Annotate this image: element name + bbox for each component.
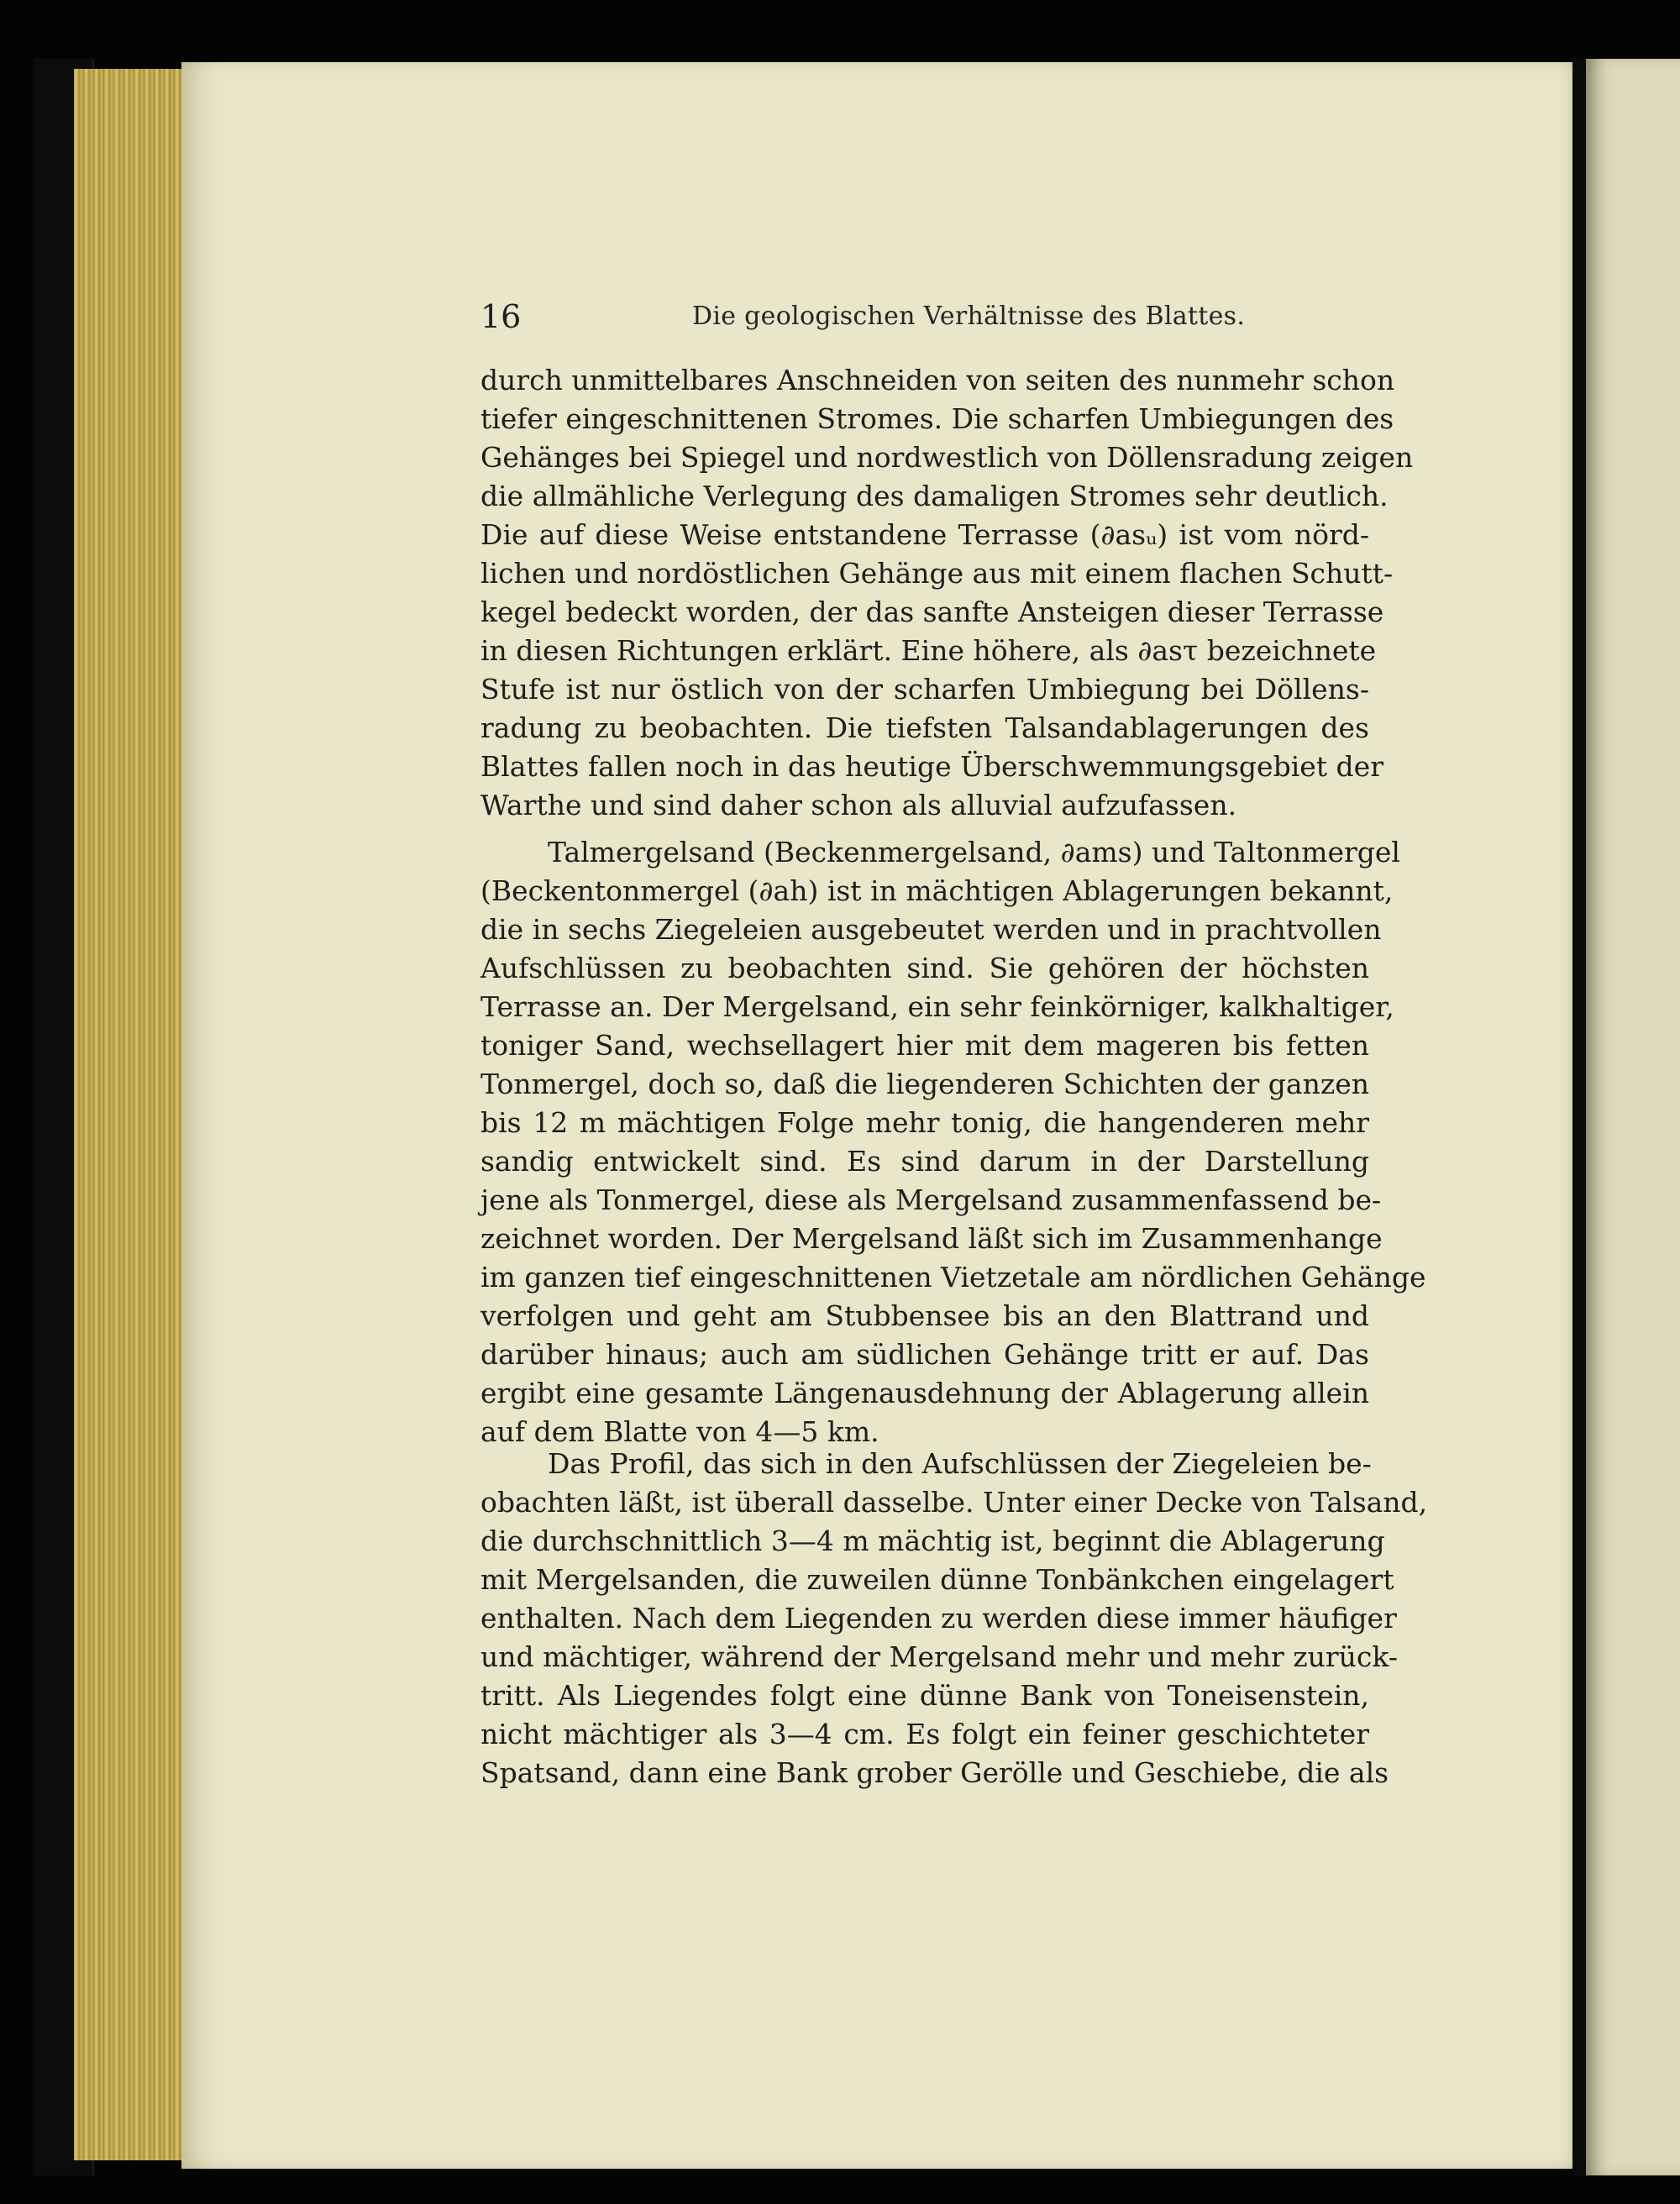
text-line: durch unmittelbares Anschneiden von seiten des nunmehr schon (480, 364, 1395, 396)
text-line: Das Profil, das sich in den Aufschlüssen der Ziegeleien be- (548, 1447, 1372, 1480)
next-page-edge (1586, 59, 1680, 2175)
text-line: (Beckentonmergel (∂ah) ist in mächtigen Ablagerungen bekannt, (480, 874, 1394, 907)
paragraph-3 (480, 1445, 1428, 1792)
text-line: enthalten. Nach dem Liegenden zu werden diese immer häufiger (480, 1602, 1397, 1635)
running-head (480, 298, 1371, 340)
text-line: und mächtiger, während der Mergelsand mehr und mehr zurück- (480, 1640, 1398, 1673)
text-line: Blattes fallen noch in das heutige Überschwemmungsgebiet der (480, 750, 1383, 783)
text-line: verfolgen und geht am Stubbensee bis an den Blattrand und (480, 1299, 1369, 1332)
text-line: die in sechs Ziegeleien ausgebeutet werden und in prachtvollen (480, 913, 1382, 946)
text-line: mit Mergelsanden, die zuweilen dünne Tonbänkchen eingelagert (480, 1563, 1394, 1596)
text-line: Terrasse an. Der Mergelsand, ein sehr feinkörniger, kalkhaltiger, (480, 990, 1394, 1023)
page-number: 16 (480, 298, 522, 335)
text-line: nicht mächtiger als 3—4 cm. Es folgt ein feiner geschichteter (480, 1718, 1369, 1750)
text-line: auf dem Blatte von 4—5 km. (480, 1415, 879, 1448)
text-line: jene als Tonmergel, diese als Mergelsand zusammenfassend be- (480, 1183, 1382, 1216)
text-line: Talmergelsand (Beckenmergelsand, ∂ams) und Taltonmergel (548, 836, 1400, 868)
text-line: Spatsand, dann eine Bank grober Gerölle und Geschiebe, die als (480, 1756, 1389, 1789)
header-title: Die geologischen Verhältnisse des Blattes. (692, 302, 1246, 331)
text-line: die allmähliche Verlegung des damaligen Stromes sehr deutlich. (480, 480, 1389, 512)
text-line: Stufe ist nur östlich von der scharfen Umbiegung bei Döllens- (480, 673, 1369, 706)
text-line: lichen und nordöstlichen Gehänge aus mit einem flachen Schutt- (480, 557, 1394, 590)
text-line: Gehänges bei Spiegel und nordwestlich von Döllensradung zeigen (480, 441, 1414, 474)
text-line: sandig entwickelt sind. Es sind darum in der Darstellung (480, 1145, 1369, 1178)
text-line: tiefer eingeschnittenen Stromes. Die scharfen Umbiegungen des (480, 402, 1394, 435)
paragraph-1 (480, 361, 1414, 825)
text-line: in diesen Richtungen erklärt. Eine höhere, als ∂asτ bezeichnete (480, 634, 1377, 667)
page-edges (74, 69, 185, 2160)
text-line: die durchschnittlich 3—4 m mächtig ist, beginnt die Ablagerung (480, 1524, 1385, 1557)
text-line: radung zu beobachten. Die tiefsten Talsandablagerungen des (480, 711, 1369, 744)
text-line: darüber hinaus; auch am südlichen Gehänge tritt er auf. Das (480, 1338, 1369, 1371)
text-line: Tonmergel, doch so, daß die liegenderen Schichten der ganzen (480, 1068, 1369, 1100)
text-line: Warthe und sind daher schon als alluvial aufzufassen. (480, 789, 1237, 821)
text-line: ergibt eine gesamte Längenausdehnung der Ablagerung allein (480, 1377, 1369, 1409)
text-line: toniger Sand, wechsellagert hier mit dem mageren bis fetten (480, 1029, 1369, 1062)
text-line: Aufschlüssen zu beobachten sind. Sie gehören der höchsten (480, 952, 1369, 984)
text-line: zeichnet worden. Der Mergelsand läßt sich im Zusammenhange (480, 1222, 1383, 1255)
text-line: Die auf diese Weise entstandene Terrasse (∂asᵤ) ist vom nörd- (480, 518, 1369, 551)
text-line: im ganzen tief eingeschnittenen Vietzetale am nördlichen Gehänge (480, 1261, 1426, 1294)
text-line: kegel bedeckt worden, der das sanfte Ansteigen dieser Terrasse (480, 596, 1384, 628)
text-line: bis 12 m mächtigen Folge mehr tonig, die hangenderen mehr (480, 1106, 1369, 1139)
paragraph-2 (480, 833, 1426, 1451)
text-line: obachten läßt, ist überall dasselbe. Unter einer Decke von Talsand, (480, 1486, 1428, 1519)
text-line: tritt. Als Liegendes folgt eine dünne Bank von Toneisenstein, (480, 1679, 1369, 1712)
